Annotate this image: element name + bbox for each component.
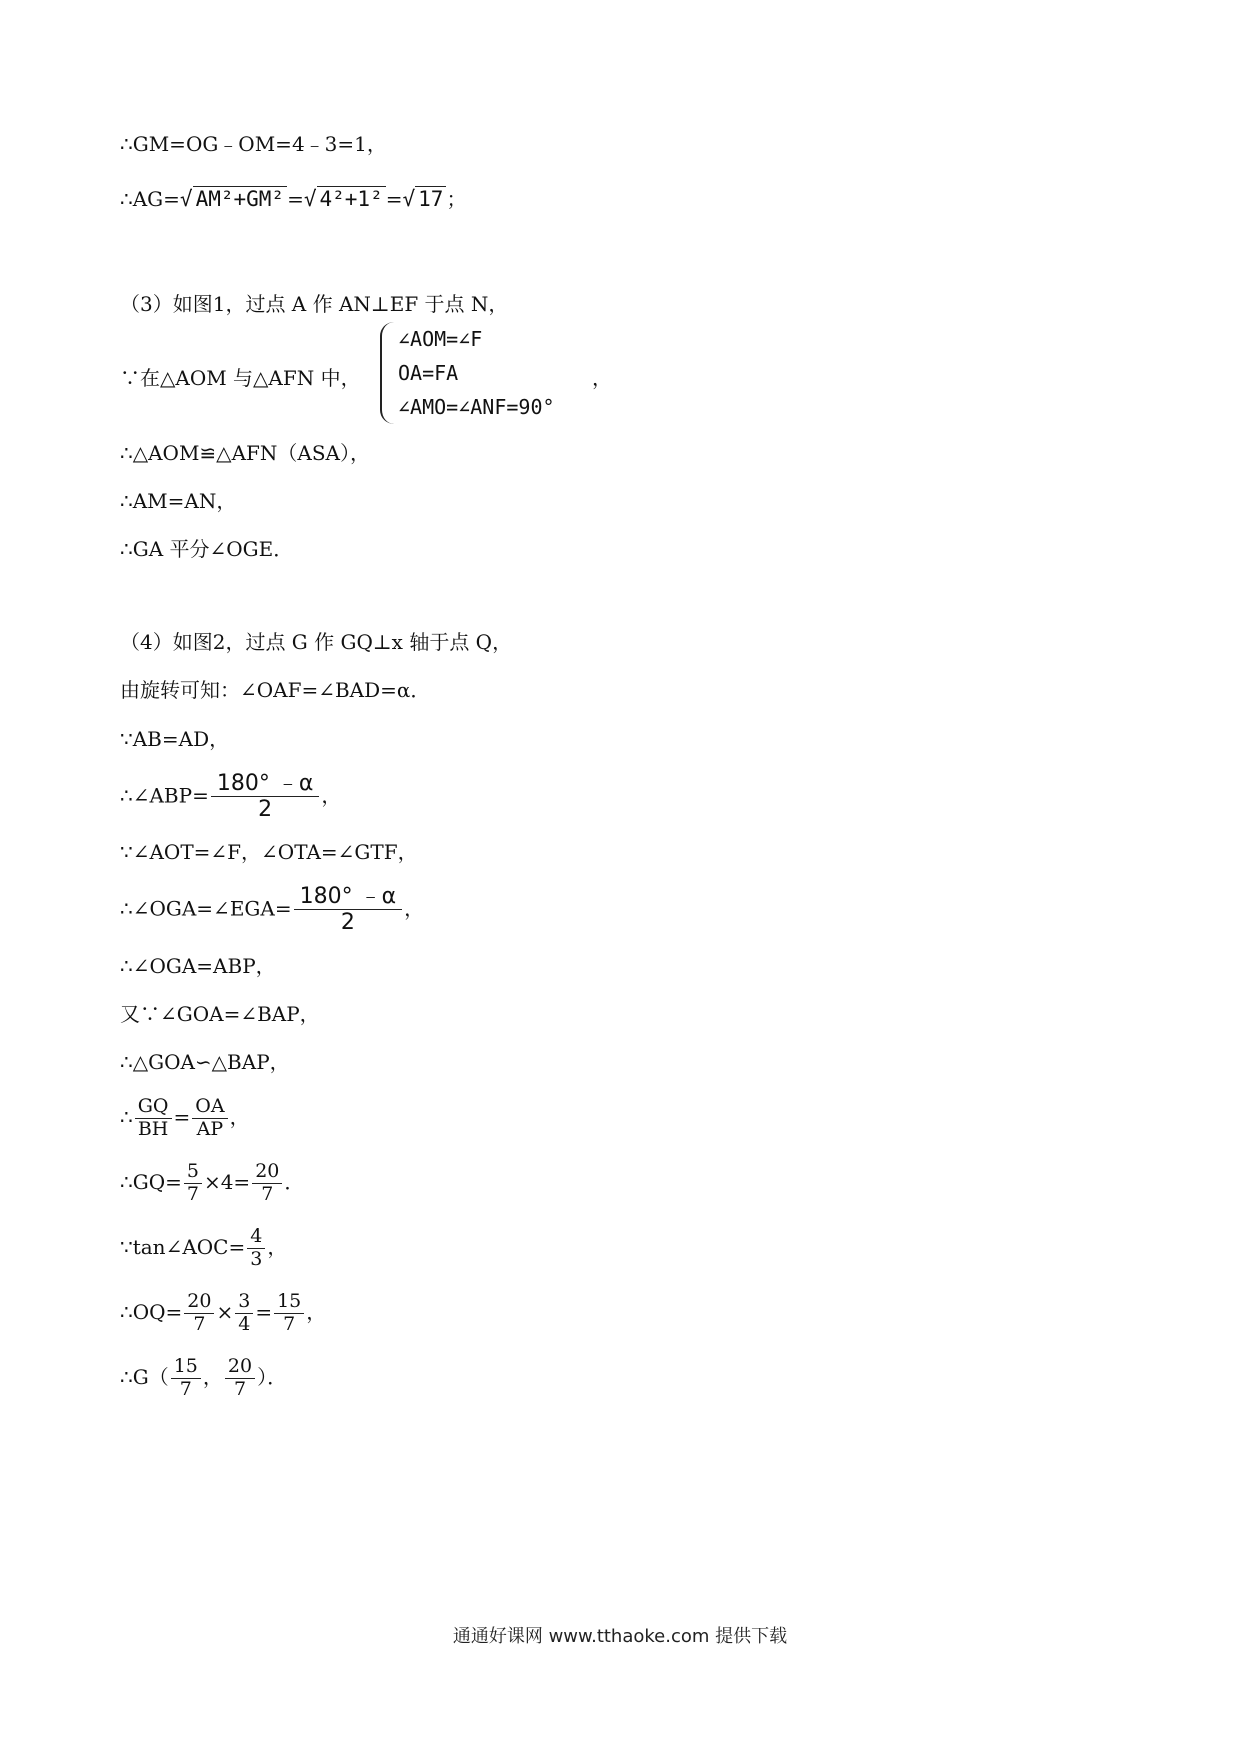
line-2-prefix: ∴AG= [120,187,180,211]
solution-line-16: ∴△GOA∽△BAP， [120,1050,290,1074]
system-trailing-comma: ， [592,366,612,390]
fraction-gq-bh: $\frac{GQ}{BH}$ [135,1096,172,1141]
solution-line-21: ∴G（ $\frac{15}{7}$ ， $\frac{20}{7}$ ）． [120,1355,288,1400]
fraction-4-3: $\frac{4}{3}$ [247,1226,265,1271]
solution-line-11: ∴∠ABP= $\frac{180^\circ ﹣\alpha}{2}$ ， [120,771,342,823]
solution-line-6: ∴AM=AN， [120,489,237,513]
solution-line-2: ∴AG=√ AM²+GM² =√ 4²+1² =√ 17 ； [120,187,467,211]
solution-line-17: ∴ $\frac{GQ}{BH}$ = $\frac{OA}{AP}$ ， [120,1095,250,1140]
sqrt-am-gm: √ AM²+GM² [180,186,287,211]
solution-line-4: ∵在△AOM 与△AFN 中， [120,366,361,390]
system-row-2: OA=FA [398,361,459,385]
fraction-20-7: $\frac{20}{7}$ [184,1291,214,1336]
part-3-heading: （3）如图1，过点 A 作 AN⊥EF 于点 N， [120,292,509,316]
equation-system [380,322,555,424]
fraction-180-minus-alpha: $\frac{180^\circ ﹣\alpha}{2}$ [211,771,320,823]
fraction-180-minus-alpha: $\frac{180^\circ ﹣\alpha}{2}$ [294,884,403,936]
fraction-15-7: $\frac{15}{7}$ [274,1291,304,1336]
solution-line-13: ∴∠OGA=∠EGA= $\frac{180^\circ ﹣\alpha}{2}$ ， [120,884,425,936]
fraction-15-7: $\frac{15}{7}$ [171,1356,201,1401]
fraction-5-7: $\frac{5}{7}$ [184,1161,202,1206]
solution-line-19: ∵tan∠AOC= $\frac{4}{3}$ ， [120,1225,288,1270]
system-row-3: ∠AMO=∠ANF=90° [398,395,555,419]
solution-line-18: ∴GQ= $\frac{5}{7}$ ×4= $\frac{20}{7}$ ． [120,1160,305,1205]
fraction-20-7: $\frac{20}{7}$ [252,1161,282,1206]
system-row-1: ∠AOM=∠F [398,327,483,351]
solution-line-15: 又∵∠GOA=∠BAP， [120,1002,320,1026]
solution-line-12: ∵∠AOT=∠F，∠OTA=∠GTF， [120,840,418,864]
fraction-20-7: $\frac{20}{7}$ [225,1356,255,1401]
solution-line-1: ∴GM=OG﹣OM=4﹣3=1， [120,132,387,156]
fraction-oa-ap: $\frac{OA}{AP}$ [192,1096,227,1141]
solution-line-9: 由旋转可知：∠OAF=∠BAD=α． [120,678,431,702]
solution-line-10: ∵AB=AD， [120,727,230,751]
solution-line-14: ∴∠OGA=ABP， [120,954,276,978]
solution-line-5: ∴△AOM≌△AFN（ASA）， [120,441,370,465]
sqrt-4-1: √ 4²+1² [304,186,386,211]
part-4-heading: （4）如图2，过点 G 作 GQ⊥x 轴于点 Q， [120,630,513,654]
solution-line-7: ∴GA 平分∠OGE． [120,537,294,561]
solution-line-20: ∴OQ= $\frac{20}{7}$ × $\frac{3}{4}$ = $\frac{15}{7}$ ， [120,1290,327,1335]
fraction-3-4: $\frac{3}{4}$ [235,1291,253,1336]
sqrt-17: √ 17 [402,186,446,211]
page-footer: 通通好课网 www.tthaoke.com 提供下载 [452,1626,788,1647]
